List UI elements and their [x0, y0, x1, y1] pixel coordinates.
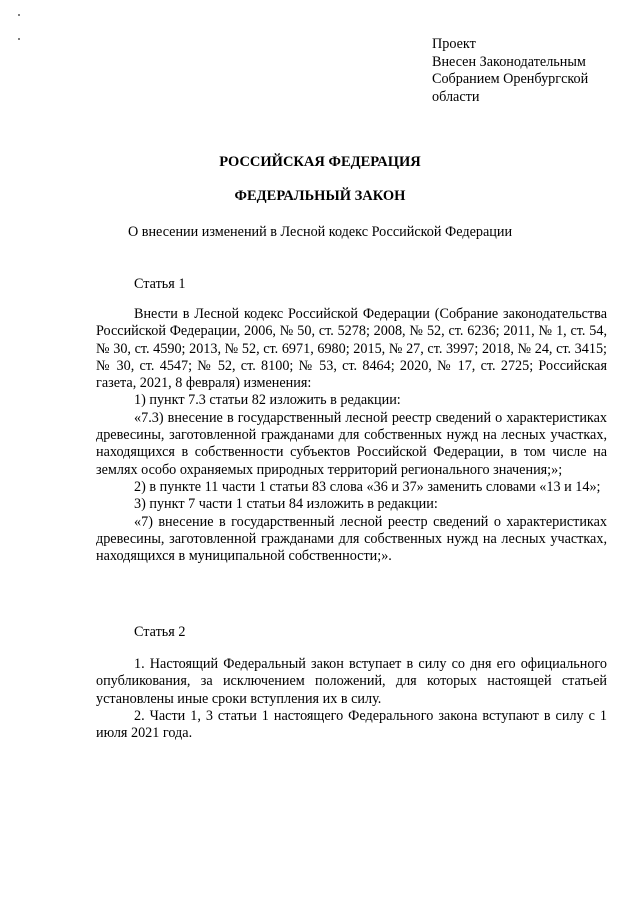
article-1-body — [96, 306, 607, 565]
article-1-paragraph: 1) пункт 7.3 статьи 82 изложить в редакции: — [134, 392, 401, 409]
law-type-title: ФЕДЕРАЛЬНЫЙ ЗАКОН — [234, 188, 406, 204]
law-subtitle: О внесении изменений в Лесной кодекс Российской Федерации — [127, 224, 513, 240]
article-1-paragraph: Внести в Лесной кодекс Российской Федерации (Собрание законодательства Российской Федерации, 2006, № 50, ст. 5278; 2008, № 52, ст. 6236; 2011, № 1, ст. 54, № 30, ст. 4590; 2013, № 52, ст. 6971, 6980; 2015, № 27, ст. 3997; 2018, № 24, ст. 3415; № 30, ст. 4547; № 52, ст. 8100; № 53, ст. 8464; 2020, № 17, ст. 2725; Российская газета, 2021, 8 февраля) изменения: — [96, 306, 607, 392]
article-1-paragraph: 2) в пункте 11 части 1 статьи 83 слова «36 и 37» заменить словами «13 и 14»; — [134, 478, 601, 495]
article-1-paragraph: 3) пункт 7 части 1 статьи 84 изложить в редакции: — [134, 496, 438, 513]
article-1-paragraph: «7.3) внесение в государственный лесной реестр сведений о характеристиках древесины, заготовленной гражданами для собственных нужд на лесных участках, находящихся в собственности субъектов Российской Федерации, в том числе на землях особо охраняемых природных территорий регионального значения;»; — [96, 409, 607, 478]
project-line: Внесен Законодательным — [432, 53, 586, 70]
article-2-body — [96, 656, 607, 742]
article-2-paragraph: 1. Настоящий Федеральный закон вступает в силу со дня его официального опубликования, за исключением положений, для которых настоящей статьей установлены иные сроки вступления их в силу. — [96, 656, 607, 707]
project-line: Собранием Оренбургской — [432, 71, 589, 87]
country-title: РОССИЙСКАЯ ФЕДЕРАЦИЯ — [219, 154, 421, 170]
article-1-heading: Статья 1 — [134, 276, 186, 292]
project-line: области — [432, 88, 480, 105]
scan-speck — [18, 38, 20, 40]
article-2-paragraph: 2. Части 1, 3 статьи 1 настоящего Федерального закона вступают в силу с 1 июля 2021 года. — [96, 707, 607, 742]
project-line: Проект — [432, 36, 476, 52]
scan-speck — [18, 14, 20, 16]
project-stamp — [432, 36, 632, 106]
article-2-heading: Статья 2 — [134, 624, 186, 640]
article-1-paragraph: «7) внесение в государственный лесной реестр сведений о характеристиках древесины, заготовленной гражданами для собственных нужд на лесных участках, находящихся в муниципальной собственности;». — [96, 513, 607, 565]
